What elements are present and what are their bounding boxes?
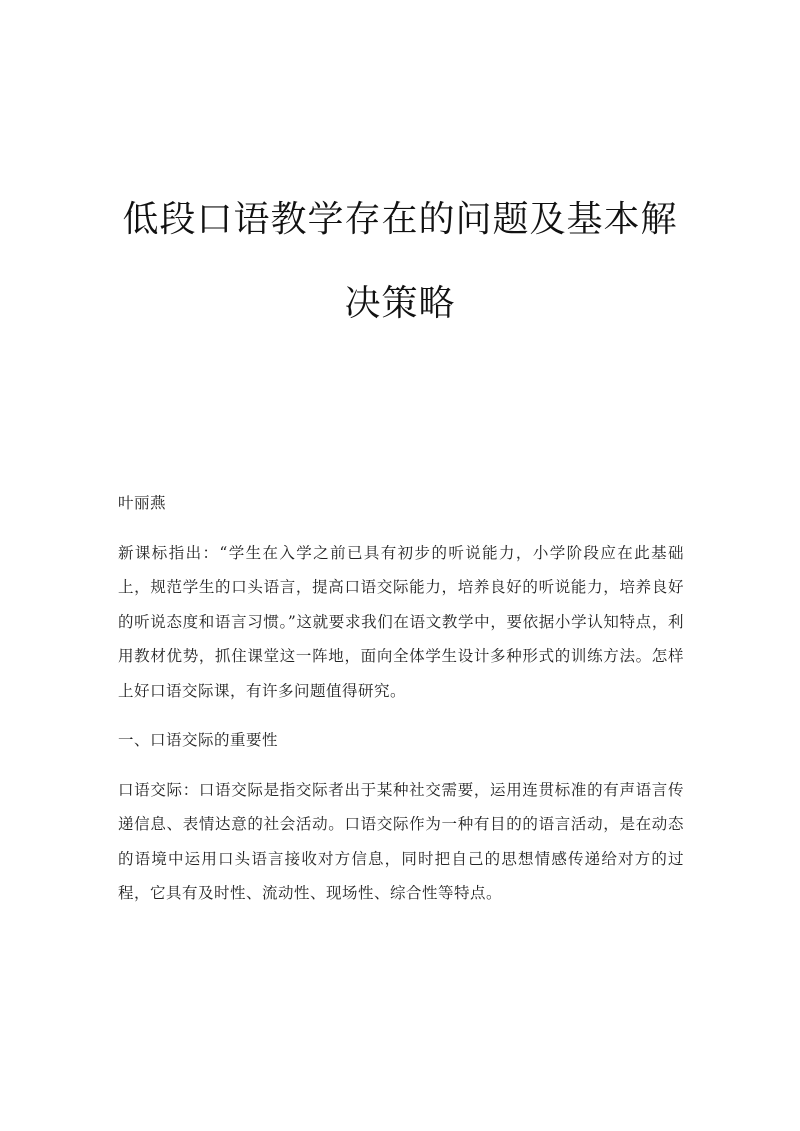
document-title: 低段口语教学存在的问题及基本解决策略 [122,199,678,324]
section-heading: 一、口语交际的重要性 [118,731,279,749]
paragraph-intro: 新课标指出：“学生在入学之前已具有初步的听说能力，小学阶段应在此基础上，规范学生的口头语言，提高口语交际能力，培养良好的听说能力，培养良好的听说态度和语言习惯。”这就要求我们在语文教学中，要依据小学认知特点，利用教材优势，抓住课堂这一阵地，面向全体学生设计多种形式的训练方法。怎样上好口语交际课，有许多问题值得研究。 [118,543,684,700]
author-name: 叶丽燕 [118,494,167,512]
paragraph-definition: 口语交际：口语交际是指交际者出于某种社交需要，运用连贯标准的有声语言传递信息、表情达意的社会活动。口语交际作为一种有目的的语言活动，是在动态的语境中运用口头语言接收对方信息，同时把自己的思想情感传递给对方的过程，它具有及时性、流动性、现场性、综合性等特点。 [118,780,684,902]
document-body [118,486,684,926]
